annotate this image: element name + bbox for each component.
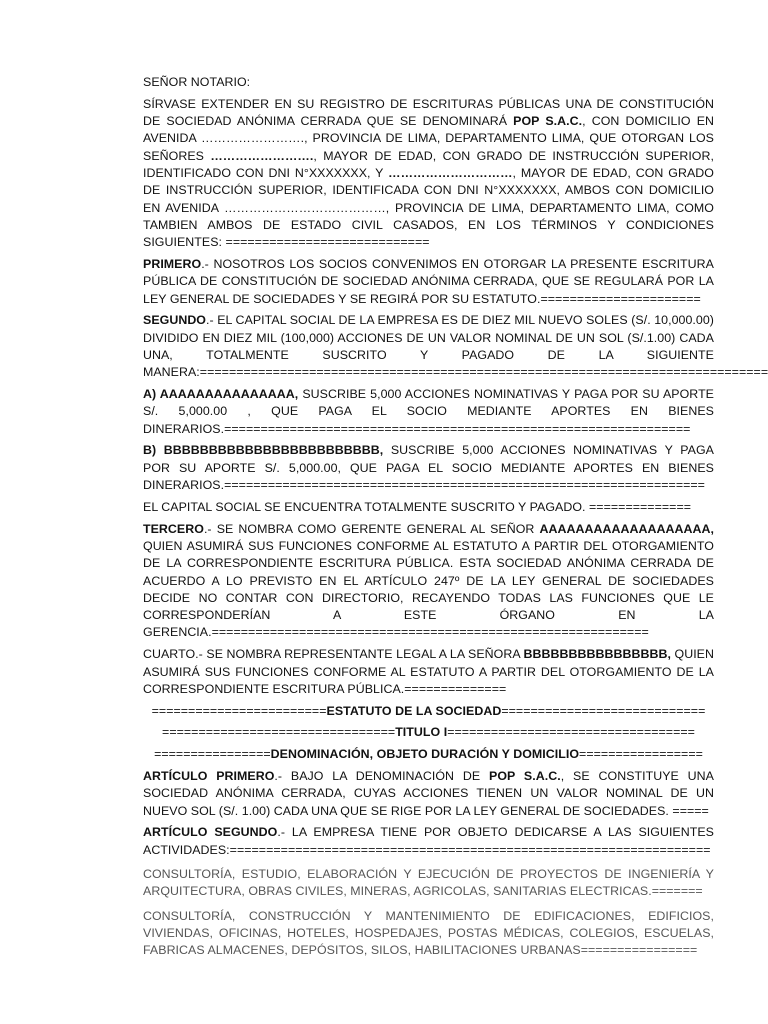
- intro-text-b: , CON DOMICILIO EN AVENIDA ……………………., PROVINCIA DE LIMA, DEPARTAMENTO LIMA, QUE OTORGAN LOS SEÑORES: [143, 114, 715, 163]
- separator: ================: [154, 747, 271, 762]
- legal-rep-name: BBBBBBBBBBBBBBBB,: [523, 647, 671, 662]
- articulo-primero-text-a: .- BAJO LA DENOMINACIÓN DE: [274, 768, 490, 783]
- share-a: [143, 386, 714, 438]
- heading-estatuto-title: ESTATUTO DE LA SOCIEDAD: [326, 703, 502, 718]
- heading-denominacion-title: DENOMINACIÓN, OBJETO DURACIÓN Y DOMICILIO: [270, 747, 580, 762]
- clause-segundo: [143, 312, 768, 381]
- intro-text-a: SÍRVASE EXTENDER EN SU REGISTRO DE ESCRITURAS PÚBLICAS UNA DE CONSTITUCIÓN DE SOCIEDAD ANÓNIMA CERRADA QUE SE DENOMINARÁ: [143, 96, 714, 129]
- clause-primero: [143, 256, 714, 308]
- intro-paragraph: [143, 96, 714, 252]
- separator: ================================: [162, 725, 396, 740]
- capital-note: EL CAPITAL SOCIAL SE ENCUENTRA TOTALMENTE SUSCRITO Y PAGADO. ==============: [143, 499, 692, 514]
- activity-item: CONSULTORÍA, CONSTRUCCIÓN Y MANTENIMIENTO DE EDIFICACIONES, EDIFICIOS, VIVIENDAS, OFICINAS, HOTELES, HOSPEDAJES, POSTAS MÉDICAS, COLEGIOS, ESCUELAS, FABRICAS ALMACENES, DEPÓSITOS, SILOS, HABILITACIONES URBANAS================: [143, 908, 714, 958]
- clause-primero-label: PRIMERO: [143, 256, 202, 271]
- company-name: POP S.A.C.: [489, 768, 561, 783]
- document-page: [143, 74, 768, 964]
- activity-item: CONSULTORÍA, ESTUDIO, ELABORACIÓN Y EJECUCIÓN DE PROYECTOS DE INGENIERÍA Y ARQUITECTURA, OBRAS CIVILES, MINERAS, AGRICOLAS, SANITARIAS ELECTRICAS.=======: [143, 866, 714, 899]
- heading-estatuto: [143, 703, 714, 720]
- separator: ==================================: [447, 725, 695, 740]
- clause-cuarto-text-a: CUARTO.- SE NOMBRA REPRESENTANTE LEGAL A LA SEÑORA: [143, 647, 524, 662]
- clause-primero-text: .- NOSOTROS LOS SOCIOS CONVENIMOS EN OTORGAR LA PRESENTE ESCRITURA PÚBLICA DE CONSTITUCIÓN DE SOCIEDAD ANÓNIMA CERRADA, QUE SE REGULARÁ POR LA LEY GENERAL DE SOCIEDADES Y SE REGIRÁ POR SU ESTATUTO.======================: [143, 256, 714, 306]
- separator: ============================: [501, 703, 706, 718]
- clause-tercero-label: TERCERO: [143, 521, 204, 536]
- clause-cuarto: [143, 646, 714, 698]
- partner-name-1: …………………….: [210, 148, 314, 163]
- manager-name: AAAAAAAAAAAAAAAAAAA,: [539, 521, 714, 536]
- clause-tercero: [143, 521, 714, 642]
- separator: =================: [579, 747, 703, 762]
- clause-segundo-text: .- EL CAPITAL SOCIAL DE LA EMPRESA ES DE DIEZ MIL NUEVO SOLES (S/. 10,000.00) DIVIDIDO EN DIEZ MIL (100,000) ACCIONES DE UN VALOR NOMINAL DE UN SOL (S/.1.00) CADA UNA, TOTALMENTE SUSCRITO Y PAGADO DE LA SIGUIENTE MANERA:==============================================================================: [143, 313, 768, 380]
- clause-tercero-text-b: QUIEN ASUMIRÁ SUS FUNCIONES CONFORME AL ESTATUTO A PARTIR DEL OTORGAMIENTO DE LA CORRESPONDIENTE ESCRITURA PÚBLICA. ESTA SOCIEDAD ANÓNIMA CERRADA DE ACUERDO A LO PREVISTO EN EL ARTÍCULO 247º DE LA LEY GENERAL DE SOCIEDADES DECIDE NO CONTAR CON DIRECTORIO, RECAYENDO TODAS LAS FUNCIONES QUE LE CORRESPONDERÍAN A ESTE ÓRGANO EN LA GERENCIA.============================================================: [143, 538, 714, 640]
- clause-tercero-text-a: .- SE NOMBRA COMO GERENTE GENERAL AL SEÑOR: [203, 521, 540, 536]
- articulo-primero-label: ARTÍCULO PRIMERO: [143, 768, 275, 783]
- articulo-primero-text-b: , SE CONSTITUYE UNA SOCIEDAD ANÓNIMA CERRADA, CUYAS ACCIONES TIENEN UN VALOR NOMINAL DE UN NUEVO SOL (S/. 1.00) CADA UNA QUE SE RIGE POR LA LEY GENERAL DE SOCIEDADES. =====: [143, 768, 714, 818]
- share-a-label: A) AAAAAAAAAAAAAAA,: [143, 387, 299, 402]
- heading-denominacion: [143, 746, 714, 763]
- separator: ========================: [151, 703, 327, 718]
- clause-cuarto-text-b: QUIEN ASUMIRÁ SUS FUNCIONES CONFORME AL ESTATUTO A PARTIR DEL OTORGAMIENTO DE LA CORRESPONDIENTE ESCRITURA PÚBLICA.==============: [143, 647, 714, 696]
- articulo-segundo-label: ARTÍCULO SEGUNDO: [143, 825, 278, 840]
- share-a-text: SUSCRIBE 5,000 ACCIONES NOMINATIVAS Y PAGA POR SU APORTE S/. 5,000.00 , QUE PAGA EL SOCIO MEDIANTE APORTES EN BIENES DINERARIOS.================================================================: [143, 387, 715, 436]
- heading-titulo: [143, 724, 714, 741]
- share-b: [143, 442, 714, 494]
- salutation: SEÑOR NOTARIO:: [143, 75, 251, 89]
- share-b-text: SUSCRIBE 5,000 ACCIONES NOMINATIVAS Y PAGA POR SU APORTE S/. 5,000.00, QUE PAGA EL SOCIO MEDIANTE APORTES EN BIENES DINERARIOS.==================================================================: [143, 443, 714, 493]
- clause-segundo-label: SEGUNDO: [143, 313, 206, 328]
- articulo-primero: [143, 768, 714, 820]
- articulo-segundo-text: .- LA EMPRESA TIENE POR OBJETO DEDICARSE A LAS SIGUIENTES ACTIVIDADES:==================================================================: [143, 825, 714, 857]
- intro-text-d: , MAYOR DE EDAD, CON GRADO DE INSTRUCCIÓN SUPERIOR, IDENTIFICADA CON DNI N°XXXXXXX, AMBOS CON DOMICILIO EN AVENIDA …………………………………, PROVINCIA DE LIMA, DEPARTAMENTO LIMA, COMO TAMBIEN AMBOS DE ESTADO CIVIL CASADOS, EN LOS TÉRMINOS Y CONDICIONES SIGUIENTES: ============================: [143, 165, 714, 250]
- intro-text-c: , MAYOR DE EDAD, CON GRADO DE INSTRUCCIÓN SUPERIOR, IDENTIFICADO CON DNI N°XXXXXXX, Y: [143, 148, 714, 180]
- share-b-label: B) BBBBBBBBBBBBBBBBBBBBBBBB,: [143, 443, 384, 458]
- partner-name-2: …………………………: [388, 165, 513, 180]
- company-name: POP S.A.C.: [513, 114, 583, 129]
- articulo-segundo: [143, 824, 714, 859]
- heading-titulo-title: TITULO I: [395, 725, 448, 740]
